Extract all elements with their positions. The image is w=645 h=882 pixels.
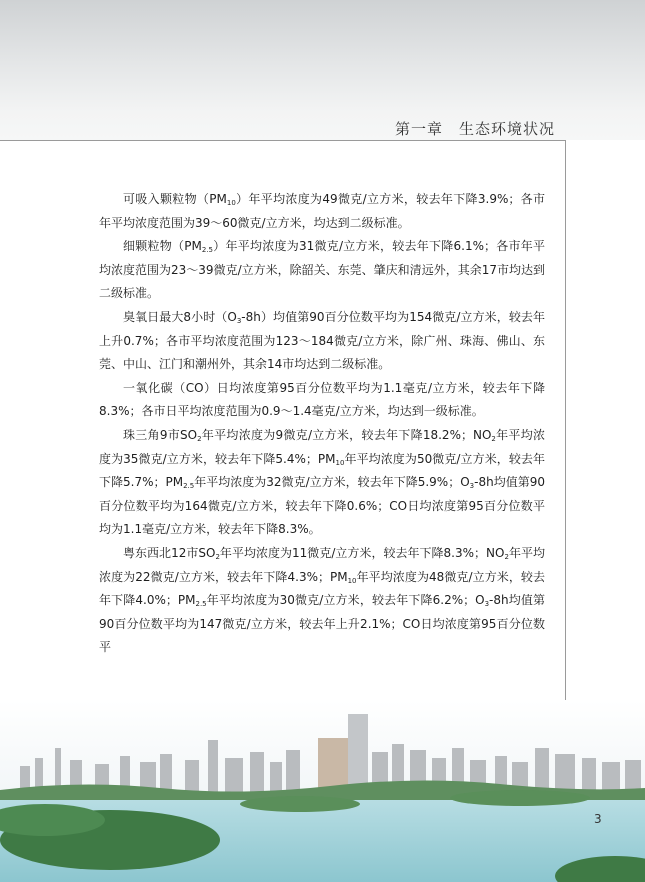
body-text [99,188,545,660]
paragraph-co: 一氧化碳（CO）日均浓度第95百分位数平均为1.1毫克/立方米，较去年下降8.3%；各市日平均浓度范围为0.9～1.4毫克/立方米，均达到一级标准。 [99,380,545,419]
chapter-title: 第一章 生态环境状况 [394,120,555,138]
paragraph-pm25: 细颗粒物$(PM_{2.5})$年平均浓度为31微克/立方米，较去年下降6.1%；各市年平均浓度范围为23～39微克/立方米，除韶关、东莞、肇庆和清远外，其余17市均达到二级标准。 [99,239,545,301]
paragraph-prd: 珠三角9市$SO_2$年平均浓度为9微克/立方米，较去年下降18.2%；$NO_2$年平均浓度为35微克/立方米，较去年下降5.4%；$PM_{10}$年平均浓度为50微克/立方米，较去年下降5.7%；$PM_{2.5}$年平均浓度为32微克/立方米，较去年下降5.9%；$O_3-8h$均值第90百分位数平均为164微克/立方米，较去年下降0.6%；CO日均浓度第95百分位数平均为1.1毫克/立方米，较去年下降8.3%。 [99,427,545,537]
paragraph-east-west-north: 粤东西北12市$SO_2$年平均浓度为11微克/立方米，较去年下降8.3%；$NO_2$年平均浓度为22微克/立方米，较去年下降4.3%；$PM_{10}$年平均浓度为48微克/立方米，较去年下降4.0%；$PM_{2.5}$年平均浓度为30微克/立方米，较去年下降6.2%；$O_3-8h$均值第90百分位数平均为147微克/立方米，较去年上升2.1%；CO日均浓度第95百分位数平 [99,545,546,655]
paragraph-ozone: 臭氧日最大8小时$(O_3-8h)$均值第90百分位数平均为154微克/立方米，较去年上升0.7%；各市平均浓度范围为123～184微克/立方米，除广州、珠海、佛山、东莞、中山、江门和潮州外，其余14市均达到二级标准。 [99,309,545,372]
city-lake-photo [0,700,645,882]
page-number: 3 [594,812,602,826]
header-divider [0,140,565,141]
paragraph-pm10: 可吸入颗粒物$(PM_{10})$年平均浓度为49微克/立方米，较去年下降3.9%；各市年平均浓度范围为39～60微克/立方米，均达到二级标准。 [99,192,545,230]
margin-divider [565,140,566,700]
